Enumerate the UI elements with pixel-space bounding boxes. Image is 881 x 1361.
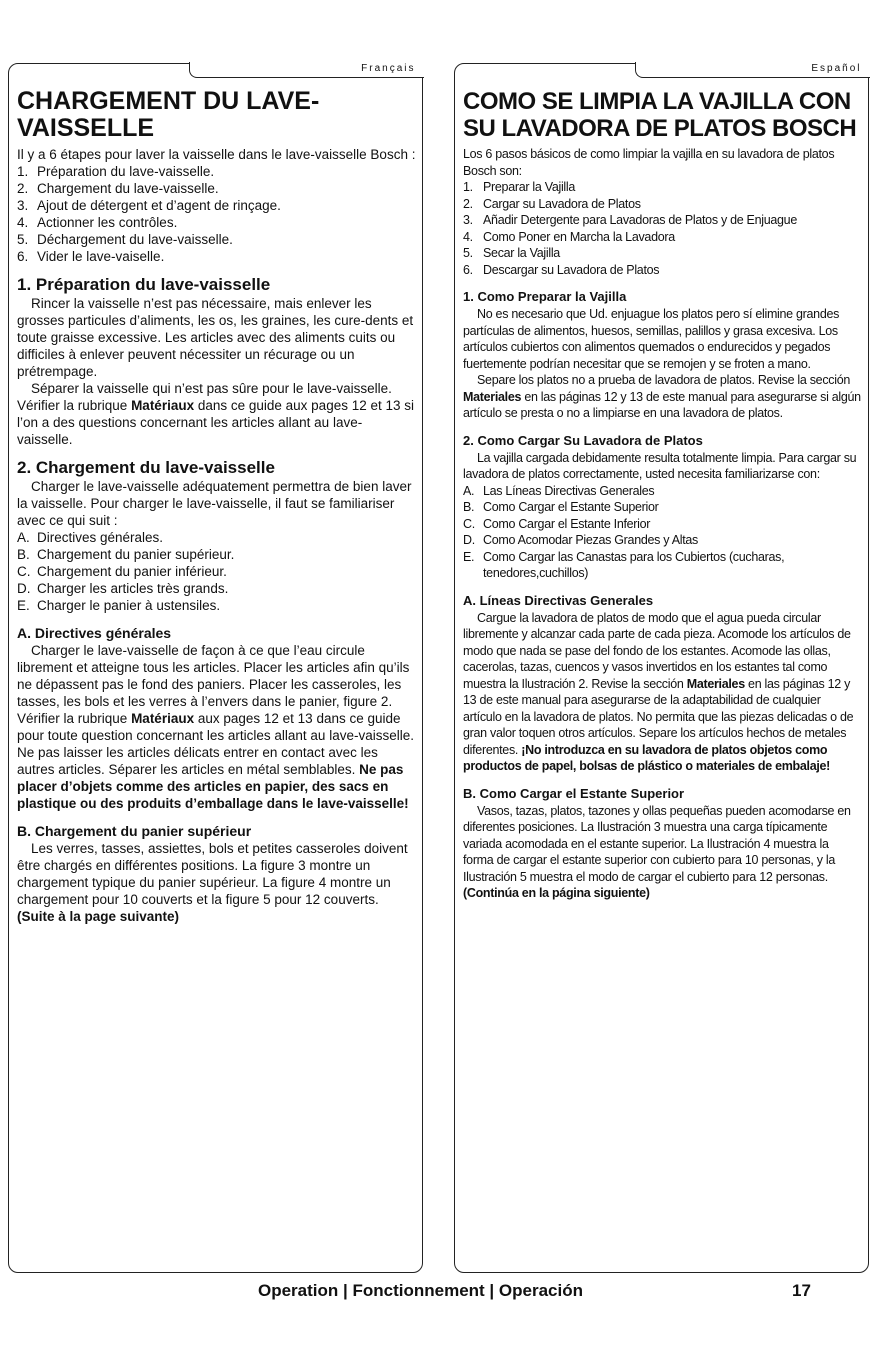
- section-1-paragraph-fr: Rincer la vaisselle n’est pas nécessaire, mais enlever les grosses particules d’aliments, les os, les graines, les cure-dents et toute graisse excessive. Les articles avec des aliments cuits ou difficiles à enlever peuvent nécessiter un récurage ou un prétrempage.: [17, 296, 414, 379]
- list-item: A. Directives générales.: [17, 530, 164, 545]
- list-item: B. Chargement du panier supérieur.: [17, 547, 235, 562]
- steps-list-es: [463, 179, 862, 278]
- list-item: B. Como Cargar el Estante Superior: [463, 500, 659, 514]
- step-item: 6. Vider le lave-vaiselle.: [17, 249, 165, 264]
- loading-list-fr: [17, 529, 416, 614]
- list-item: D. Como Acomodar Piezas Grandes y Altas: [463, 533, 698, 547]
- loading-list-es: [463, 483, 862, 582]
- continued-note-fr: (Suite à la page suivante): [17, 909, 180, 924]
- page-title-es: COMO SE LIMPIA LA VAJILLA CON SU LAVADORA DE PLATOS BOSCH: [463, 88, 857, 142]
- section-2-paragraph-es: La vajilla cargada debidamente resulta totalmente limpia. Para cargar su lavadora de platos correctamente, usted necesita familiarizarse con:: [463, 450, 857, 481]
- step-item: 1. Préparation du lave-vaisselle.: [17, 164, 215, 179]
- step-item: 4. Como Poner en Marcha la Lavadora: [463, 229, 675, 244]
- section-1-paragraph-2-fr: Séparer la vaisselle qui n’est pas sûre pour le lave-vaisselle. Vérifier la rubrique Matériaux dans ce guide aux pages 12 et 13 si l’on a des questions concernant les articles allant au lave-vaisselle.: [17, 381, 415, 447]
- section-1-paragraph-es: No es necesario que Ud. enjuague los platos pero sí elimine grandes partículas de alimentos, huesos, semillas, palillos y grasa excesiva. Los artículos cubiertos con alimentos quemados o endurecidos y pegados fuertemente podrían necesitar que se remojen y se froten a mano.: [463, 307, 840, 371]
- list-item: D. Charger les articles très grands.: [17, 581, 229, 596]
- page-number: 17: [792, 1281, 811, 1300]
- section-2-paragraph-fr: Charger le lave-vaisselle adéquatement permettra de bien laver la vaisselle. Pour charger le lave-vaisselle, il faut se familiariser avec ce qui suit :: [17, 479, 412, 528]
- list-item: E. Como Cargar las Canastas para los Cubiertos (cucharas, tenedores,cuchillos): [463, 549, 785, 580]
- subsection-a-paragraph-fr: Charger le lave-vaisselle de façon à ce que l’eau circule librement et atteigne tous les articles. Placer les articles afin qu’ils ne dépassent pas le fond des paniers. Placer les casseroles, les tasses, les bols et les verres à l’envers dans le panier, figure 2. Vérifier la rubrique Matériaux aux pages 12 et 13 dans ce guide pour toute question concernant les articles allant au lave-vaisselle. Ne pas laisser les articles délicats entrer en contact avec les autres articles. Séparer les articles en métal semblables. Ne pas placer d’objets comme des articles en papier, des sacs en plastique ou des produits d’emballage dans le lave-vaisselle!: [17, 643, 414, 811]
- language-tab-spanish: Español: [635, 62, 870, 78]
- subsection-b-paragraph-fr: Les verres, tasses, assiettes, bols et petites casseroles doivent être chargés en différentes positions. La figure 3 montre un chargement typique du panier supérieur. La figure 4 montre un chargement pour 10 couverts et la figure 5 pour 12 couverts.: [17, 841, 408, 907]
- step-item: 5. Déchargement du lave-vaisselle.: [17, 232, 233, 247]
- intro-text-fr: Il y a 6 étapes pour laver la vaisselle dans le lave-vaisselle Bosch :: [17, 147, 416, 162]
- section-1-heading-es: 1. Como Preparar la Vajilla: [463, 289, 627, 304]
- section-2-heading-es: 2. Como Cargar Su Lavadora de Platos: [463, 432, 703, 448]
- footer-section-label: Operation | Fonctionnement | Operación: [258, 1281, 583, 1300]
- list-item: E. Charger le panier à ustensiles.: [17, 598, 221, 613]
- step-item: 6. Descargar su Lavadora de Platos: [463, 262, 660, 277]
- list-item: C. Como Cargar el Estante Inferior: [463, 516, 651, 531]
- steps-list-fr: [17, 163, 416, 265]
- subsection-a-paragraph-es: Cargue la lavadora de platos de modo que el agua pueda circular libremente y alcanzar cada parte de cada pieza. Acomode los artículos de modo que nada se pase del fondo de los estantes. Acomode las ollas, cacerolas, tazas, cuencos y vasos invertidos en los estantes tal como muestra la Ilustración 2. Revise la sección Materiales en las páginas 12 y 13 de este manual para asegurarse de la adaptabilidad de cualquier artículo en la lavadora de platos. No permita que las piezas delicadas o de gran valor toquen otros artículos. Separe los artículos hechos de metales diferentes. ¡No introduzca en su lavadora de platos objetos como productos de papel, bolsas de plástico o materiales de embalaje!: [463, 610, 854, 773]
- step-item: 1. Preparar la Vajilla: [463, 180, 576, 194]
- step-item: 3. Ajout de détergent et d’agent de rinçage.: [17, 198, 281, 213]
- french-column: [8, 63, 423, 1273]
- list-item: C. Chargement du panier inférieur.: [17, 564, 227, 579]
- step-item: 2. Cargar su Lavadora de Platos: [463, 196, 641, 211]
- section-1-heading-fr: 1. Préparation du lave-vaisselle: [17, 275, 271, 294]
- language-tab-french: Français: [189, 62, 424, 78]
- section-2-heading-fr: 2. Chargement du lave-vaisselle: [17, 458, 275, 477]
- spanish-column: [454, 63, 869, 1273]
- continued-note-es: (Continúa en la página siguiente): [463, 886, 650, 900]
- step-item: 2. Chargement du lave-vaisselle.: [17, 181, 219, 196]
- step-item: 4. Actionner les contrôles.: [17, 215, 178, 230]
- intro-text-es: Los 6 pasos básicos de como limpiar la vajilla en su lavadora de platos Bosch son:: [463, 147, 835, 178]
- subsection-a-heading-es: A. Líneas Directivas Generales: [463, 592, 654, 608]
- page-title-fr: CHARGEMENT DU LAVE-VAISSELLE: [17, 87, 320, 142]
- step-item: 3. Añadir Detergente para Lavadoras de Platos y de Enjuague: [463, 213, 797, 227]
- subsection-a-heading-fr: A. Directives générales: [17, 625, 172, 641]
- list-item: A. Las Líneas Directivas Generales: [463, 483, 655, 498]
- step-item: 5. Secar la Vajilla: [463, 246, 560, 260]
- subsection-b-paragraph-es: Vasos, tazas, platos, tazones y ollas pequeñas pueden acomodarse en diferentes posiciones. La Ilustración 3 muestra una carga típicamente variada acomodada en el estante superior. La Ilustración 4 muestra la forma de cargar el estante superior con cubierto para 10 personas, y la Ilustración 5 muestra el modo de cargar el cubierto para 12 personas.: [463, 803, 851, 884]
- subsection-b-heading-es: B. Como Cargar el Estante Superior: [463, 785, 685, 801]
- subsection-b-heading-fr: B. Chargement du panier supérieur: [17, 823, 252, 839]
- section-1-paragraph-2-es: Separe los platos no a prueba de lavadora de platos. Revise la sección Materiales en las páginas 12 y 13 de este manual para asegurarse si algún artículo se presta o no a limpiarse en una lavadora de platos.: [463, 373, 861, 420]
- page-footer: [0, 1281, 881, 1305]
